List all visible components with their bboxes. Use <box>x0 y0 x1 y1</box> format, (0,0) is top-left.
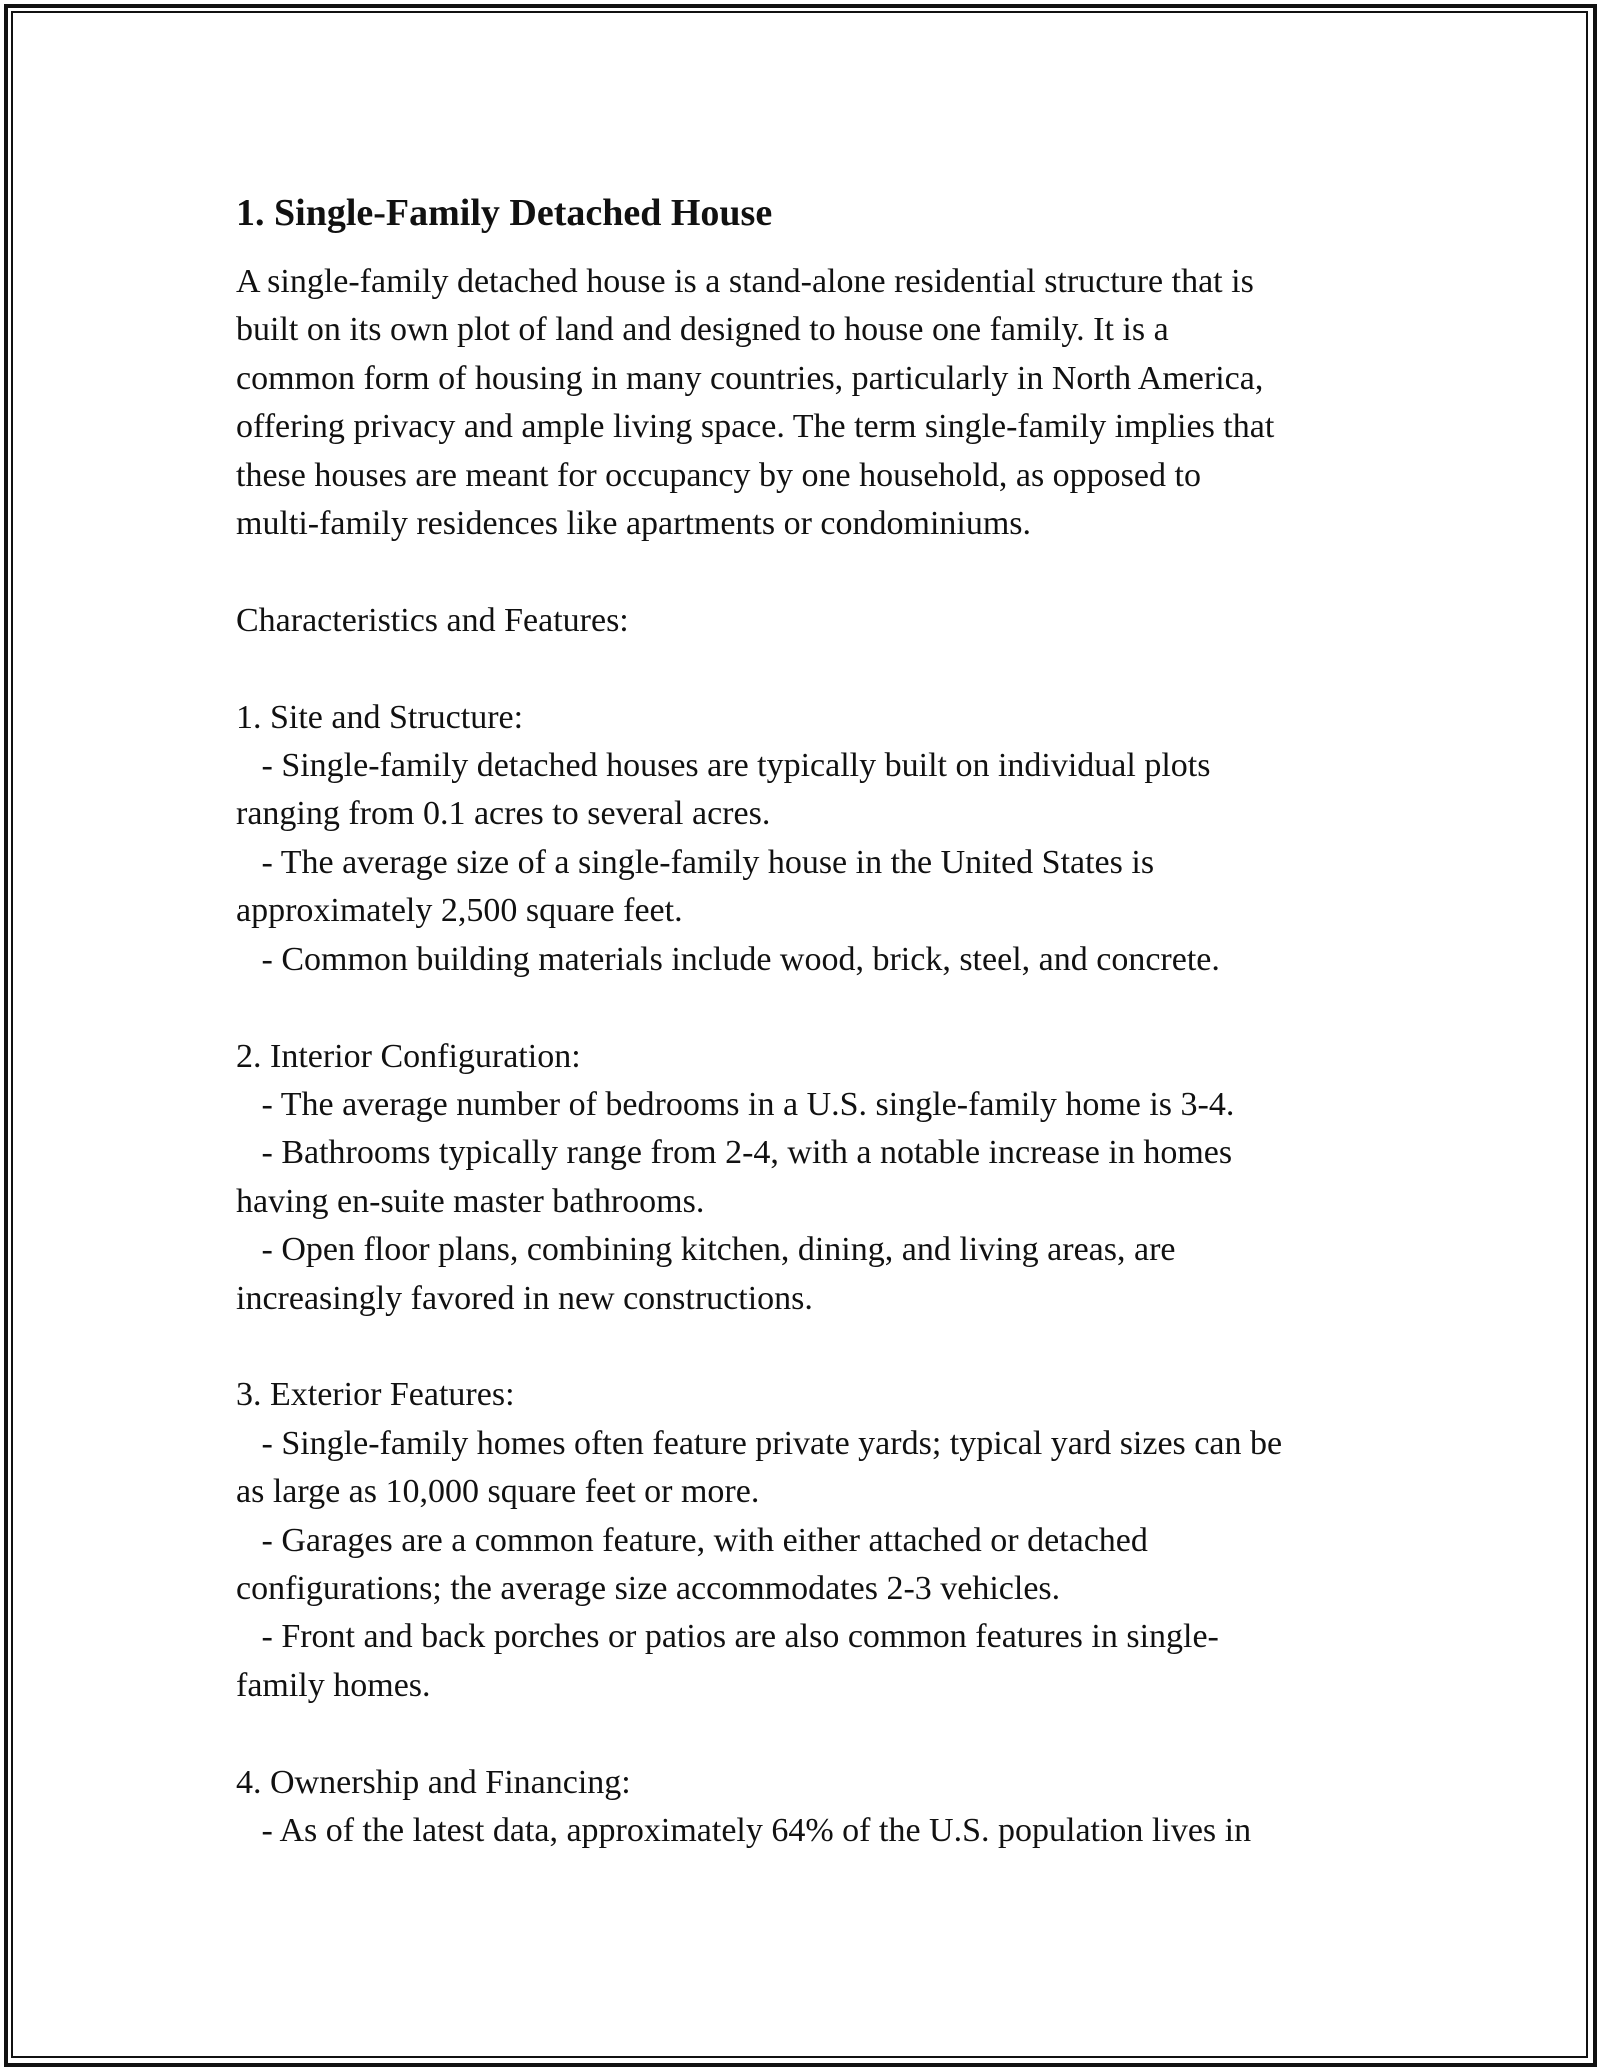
document-body-text: A single-family detached house is a stand-alone residential structure that is built on its own plot of land and designed to house one family. It is a common form of housing in many countries, particularly in North America, offering privacy and ample living space. The term single-family implies that these houses are meant for occupancy by one household, as opposed to multi-family residences like apartments or condominiums. Characteristics and Features: 1. Site and Structure: - Single-family detached houses are typically built on individual plots ranging from 0.1 acres to several acres. - The average size of a single-family house in the United States is approximately 2,500 square feet. - Common building materials include wood, brick, steel, and concrete. 2. Interior Configuration: - The average number of bedrooms in a U.S. single-family home is 3-4. - Bathrooms typically range from 2-4, with a notable increase in homes having en-suite master bathrooms. - Open floor plans, combining kitchen, dining, and living areas, are increasingly favored in new constructions. 3. Exterior Features: - Single-family homes often feature private yards; typical yard sizes can be as large as 10,000 square feet or more. - Garages are a common feature, with either attached or detached configurations; the average size accommodates 2-3 vehicles. - Front and back porches or patios are also common features in single- family homes. 4. Ownership and Financing: - As of the latest data, approximately 64% of the U.S. population lives in <box>236 263 1283 1849</box>
document-content <box>236 186 1366 1855</box>
document-heading: 1. Single-Family Detached House <box>236 192 773 234</box>
